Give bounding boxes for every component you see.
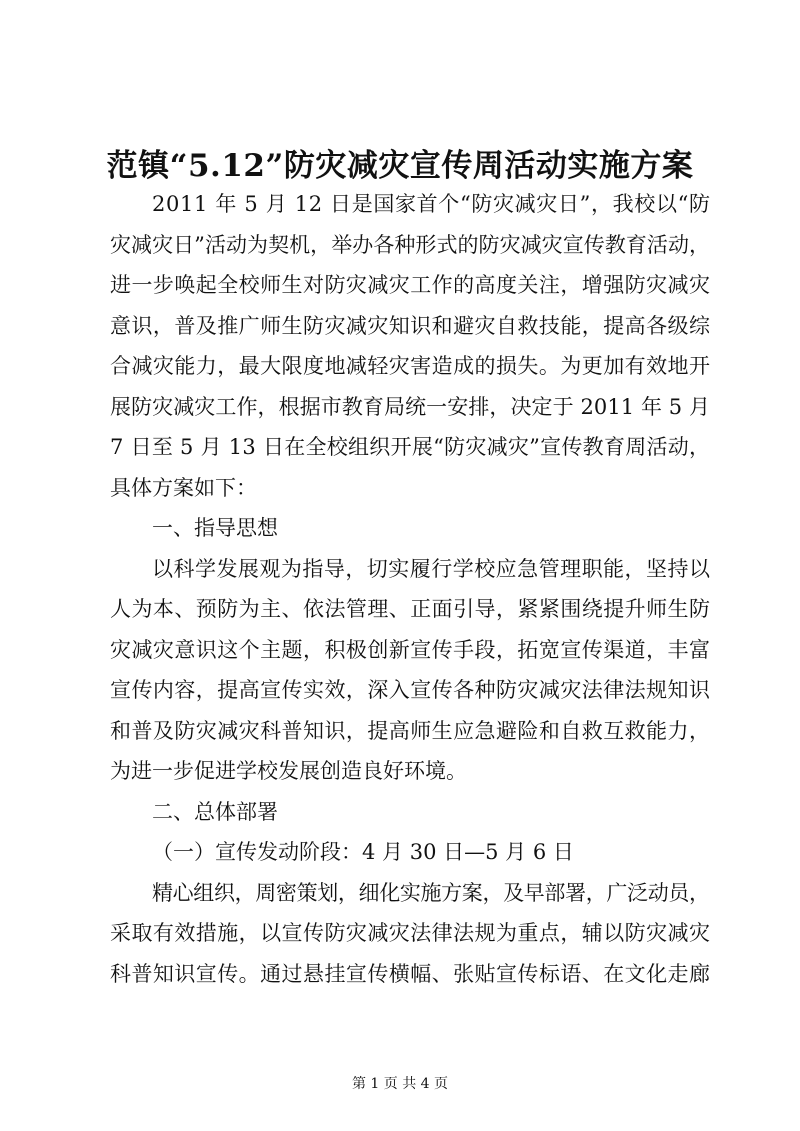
line-text: 展防灾减灾工作，根据市教育局统一安排，决定于 2011 年 5 月 [110,394,711,419]
line-text: 人为本、预防为主、依法管理、正面引导，紧紧围绕提升师生防 [110,597,711,621]
document-title: 范镇“5.12”防灾减灾宣传周活动实施方案 [106,148,694,184]
line-text: 科普知识宣传。通过悬挂宣传横幅、张贴宣传标语、在文化走廊 [110,961,711,986]
line-text: 宣传内容，提高宣传实效，深入宣传各种防灾减灾法律法规知识 [110,678,711,702]
paragraph-line [110,630,710,671]
section-heading [110,792,710,833]
paragraph-line [110,306,710,347]
paragraph-line [110,913,710,954]
heading-text: 一、指导思想 [152,516,278,540]
paragraph-line [110,873,710,914]
line-text: 合减灾能力，最大限度地减轻灾害造成的损失。为更加有效地开 [110,354,711,378]
line-text: 灾减灾日”活动为契机，举办各种形式的防灾减灾宣传教育活动， [110,232,711,257]
subsection-heading [110,832,710,873]
line-text: 灾减灾意识这个主题，积极创新宣传手段，拓宽宣传渠道，丰富 [110,637,711,662]
paragraph-line [110,184,710,225]
paragraph-line [110,711,710,752]
paragraph-line [110,589,710,630]
document-body [110,184,710,994]
paragraph-line [110,751,710,792]
line-text: 和普及防灾减灾科普知识，提高师生应急避险和自救互救能力， [110,718,711,743]
heading-text: （一）宣传发动阶段：4 月 30 日—5 月 6 日 [152,840,574,864]
line-text: 精心组织，周密策划，细化实施方案，及早部署，广泛动员， [152,880,710,905]
paragraph-line [110,427,710,468]
paragraph-line [110,265,710,306]
line-text: 为进一步促进学校发展创造良好环境。 [110,759,467,783]
paragraph-line [110,225,710,266]
paragraph-line [110,954,710,995]
paragraph-line [110,670,710,711]
page-footer: 第 1 页 共 4 页 [351,1076,449,1092]
paragraph-line [110,346,710,387]
paragraph-line [110,387,710,428]
line-text: 采取有效措施，以宣传防灾减灾法律法规为重点，辅以防灾减灾 [110,921,711,945]
line-text: 意识，普及推广师生防灾减灾知识和避灾自救技能，提高各级综 [110,313,711,338]
line-text: 进一步唤起全校师生对防灾减灾工作的高度关注，增强防灾减灾 [110,273,711,297]
paragraph-line [110,549,710,590]
line-text: 7 日至 5 月 13 日在全校组织开展“防灾减灾”宣传教育周活动， [110,435,711,459]
heading-text: 二、总体部署 [152,799,278,824]
paragraph-line [110,468,710,509]
section-heading [110,508,710,549]
line-text: 具体方案如下： [110,475,257,500]
line-text: 2011 年 5 月 12 日是国家首个“防灾减灾日”，我校以“防 [152,192,711,216]
line-text: 以科学发展观为指导，切实履行学校应急管理职能，坚持以 [152,556,711,581]
